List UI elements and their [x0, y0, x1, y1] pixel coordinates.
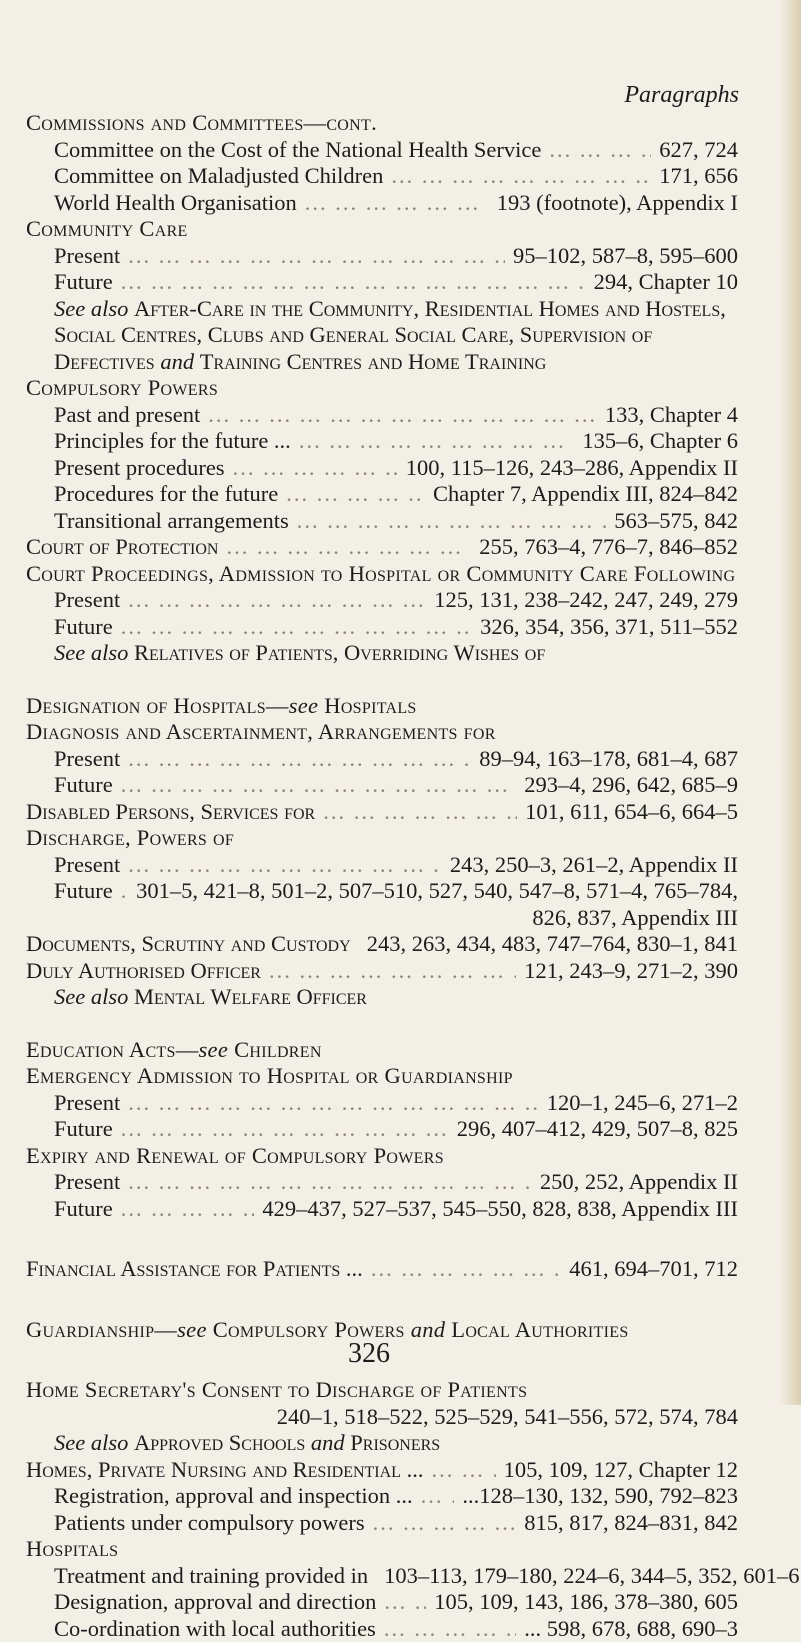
entry-references: 121, 243–9, 271–2, 390 — [524, 958, 738, 985]
main-entry — [26, 799, 738, 826]
sub-entry — [26, 269, 738, 296]
heading-text: Court Proceedings, Admission to Hospital or Community Care Following — [26, 561, 735, 586]
entry-label: Present procedures — [54, 455, 225, 482]
entry-references: ... 598, 678, 688, 690–3 — [524, 1616, 738, 1642]
dot-leader — [371, 1256, 561, 1283]
page-edge — [779, 0, 801, 1405]
entry-references: 563–575, 842 — [614, 508, 738, 535]
see-also-reference — [26, 296, 738, 376]
heading-target: Children — [234, 1037, 322, 1062]
index-heading — [26, 825, 738, 852]
entry-references: 301–5, 421–8, 501–2, 507–510, 527, 540, 547–8, 571–4, 765–784, — [136, 878, 738, 905]
sub-entry — [26, 1169, 738, 1196]
entry-label: Treatment and training provided in — [54, 1563, 368, 1590]
dot-leader — [128, 243, 505, 270]
entry-references: 243, 250–3, 261–2, Appendix II — [450, 852, 738, 879]
sub-entry — [26, 587, 738, 614]
entry-references: 89–94, 163–178, 681–4, 687 — [479, 746, 738, 773]
heading-text: Discharge, Powers of — [26, 825, 234, 850]
index-heading — [26, 1143, 738, 1170]
entry-label: Co-ordination with local authorities — [54, 1616, 376, 1642]
and-word: and — [311, 1430, 345, 1455]
entry-label: Past and present — [54, 402, 200, 429]
heading-text: Emergency Admission to Hospital or Guardianship — [26, 1063, 513, 1088]
index-heading — [26, 1037, 738, 1064]
sub-entry — [26, 508, 738, 535]
see-word: see — [177, 1317, 207, 1342]
sub-entry — [26, 1116, 738, 1143]
index-content — [26, 110, 738, 1642]
heading-text: Commissions and Committees—cont. — [26, 110, 377, 135]
entry-references: 101, 611, 654–6, 664–5 — [525, 799, 738, 826]
entry-references: 255, 763–4, 776–7, 846–852 — [479, 534, 738, 561]
dot-leader — [384, 1616, 516, 1642]
dot-leader — [421, 1483, 455, 1510]
see-also-text: Prisoners — [350, 1430, 440, 1455]
see-also-text: Relatives of Patients, Overriding Wishes of — [134, 640, 545, 665]
sub-entry — [26, 1090, 738, 1117]
entry-references: 125, 131, 238–242, 247, 249, 279 — [434, 587, 738, 614]
heading-text: Designation of Hospitals— — [26, 693, 289, 718]
entry-label: Patients under compulsory powers — [54, 1510, 365, 1537]
entry-label: Principles for the future ... — [54, 428, 291, 455]
entry-references: 120–1, 245–6, 271–2 — [547, 1090, 738, 1117]
spacer — [26, 1011, 738, 1037]
entry-label: Future — [54, 614, 113, 641]
see-also-label: See also — [54, 1430, 128, 1455]
entry-references: 95–102, 587–8, 595–600 — [513, 243, 738, 270]
dot-leader — [373, 1510, 517, 1537]
sub-entry — [26, 243, 738, 270]
sub-entry — [26, 1510, 738, 1537]
see-also-label: See also — [54, 640, 128, 665]
dot-leader — [384, 1589, 426, 1616]
entry-references: 250, 252, Appendix II — [540, 1169, 738, 1196]
dot-leader — [128, 852, 442, 879]
see-also-reference — [26, 984, 738, 1011]
sub-entry — [26, 163, 738, 190]
see-word: see — [199, 1037, 229, 1062]
main-entry — [26, 931, 738, 958]
index-heading — [26, 1063, 738, 1090]
entry-label: Present — [54, 1090, 120, 1117]
entry-label: Procedures for the future — [54, 481, 278, 508]
heading-text: Diagnosis and Ascertainment, Arrangements for — [26, 719, 496, 744]
entry-label: Committee on the Cost of the National Health Service — [54, 137, 541, 164]
entry-label: Registration, approval and inspection ... — [54, 1483, 413, 1510]
sub-entry — [26, 402, 738, 429]
sub-entry — [26, 428, 738, 455]
dot-leader — [431, 1457, 495, 1484]
sub-entry — [26, 878, 738, 905]
see-also-text: After-Care in the Community, Residential Homes and Hostels, Social Centres, Clubs and General Social Care, Supervision of Defectives — [54, 296, 726, 374]
entry-references: 815, 817, 824–831, 842 — [524, 1510, 738, 1537]
spacer — [26, 1283, 738, 1317]
entry-references: ...128–130, 132, 590, 792–823 — [462, 1483, 738, 1510]
index-heading — [26, 375, 738, 402]
entry-label: Future — [54, 269, 113, 296]
see-also-reference — [26, 640, 738, 667]
sub-entry — [26, 852, 738, 879]
index-heading — [26, 1377, 738, 1404]
entry-references: 103–113, 179–180, 224–6, 344–5, 352, 601–6 — [384, 1563, 799, 1590]
heading-target: Compulsory Powers — [213, 1317, 405, 1342]
dot-leader — [299, 428, 575, 455]
sub-entry — [26, 1589, 738, 1616]
sub-entry — [26, 1196, 738, 1223]
heading-target: Local Authorities — [451, 1317, 628, 1342]
dot-leader — [128, 746, 471, 773]
see-also-text: Training Centres and Home Training — [200, 349, 547, 374]
entry-label: Future — [54, 772, 113, 799]
dot-leader — [128, 1090, 539, 1117]
sub-entry — [26, 1563, 738, 1590]
references-line: 240–1, 518–522, 525–529, 541–556, 572, 574, 784 — [26, 1404, 738, 1431]
index-heading — [26, 561, 738, 588]
dot-leader — [286, 481, 425, 508]
entry-label: Homes, Private Nursing and Residential ... — [26, 1457, 423, 1484]
dot-leader — [305, 190, 489, 217]
entry-label: World Health Organisation — [54, 190, 297, 217]
entry-references: 105, 109, 143, 186, 378–380, 605 — [434, 1589, 738, 1616]
dot-leader — [233, 455, 398, 482]
sub-entry — [26, 614, 738, 641]
main-entry — [26, 534, 738, 561]
entry-label: Designation, approval and direction — [54, 1589, 376, 1616]
entry-references: 100, 115–126, 243–286, Appendix II — [406, 455, 738, 482]
heading-target: Hospitals — [324, 693, 416, 718]
dot-leader — [226, 534, 471, 561]
dot-leader — [121, 1196, 255, 1223]
spacer — [26, 1222, 738, 1256]
entry-references: 296, 407–412, 429, 507–8, 825 — [457, 1116, 738, 1143]
entry-references: 461, 694–701, 712 — [569, 1256, 738, 1283]
dot-leader — [208, 402, 597, 429]
entry-references: 294, Chapter 10 — [594, 269, 738, 296]
entry-label: Future — [54, 1196, 113, 1223]
entry-label: Committee on Maladjusted Children — [54, 163, 383, 190]
see-also-text: Mental Welfare Officer — [134, 984, 367, 1009]
heading-text: Education Acts— — [26, 1037, 199, 1062]
index-heading — [26, 1536, 738, 1563]
dot-leader — [121, 772, 517, 799]
sub-entry — [26, 1616, 738, 1642]
sub-entry — [26, 772, 738, 799]
and-word: and — [411, 1317, 446, 1342]
entry-references: 326, 354, 356, 371, 511–552 — [480, 614, 738, 641]
entry-references: Chapter 7, Appendix III, 824–842 — [433, 481, 738, 508]
see-also-text: Approved Schools — [134, 1430, 305, 1455]
main-entry — [26, 1457, 738, 1484]
main-entry — [26, 1256, 738, 1283]
entry-label: Present — [54, 746, 120, 773]
entry-label: Future — [54, 1116, 113, 1143]
page-number: 326 — [348, 1338, 390, 1370]
see-also-label: See also — [54, 984, 128, 1009]
index-heading — [26, 719, 738, 746]
see-also-reference — [26, 1430, 738, 1457]
entry-references: 627, 724 — [659, 137, 738, 164]
dot-leader — [128, 1169, 532, 1196]
dot-leader — [128, 587, 426, 614]
entry-label: Court of Protection — [26, 534, 218, 561]
references-continued: 826, 837, Appendix III — [26, 905, 738, 932]
entry-label: Financial Assistance for Patients ... — [26, 1256, 363, 1283]
heading-text: Expiry and Renewal of Compulsory Powers — [26, 1143, 444, 1168]
sub-entry — [26, 1483, 738, 1510]
sub-entry — [26, 455, 738, 482]
entry-references: 133, Chapter 4 — [605, 402, 738, 429]
entry-label: Disabled Persons, Services for — [26, 799, 315, 826]
entry-label: Present — [54, 587, 120, 614]
heading-text: Guardianship— — [26, 1317, 177, 1342]
dot-leader — [549, 137, 651, 164]
index-heading — [26, 693, 738, 720]
entry-label: Transitional arrangements — [54, 508, 289, 535]
dot-leader — [391, 163, 651, 190]
dot-leader — [121, 878, 128, 905]
spacer — [26, 667, 738, 693]
entry-references: 293–4, 296, 642, 685–9 — [524, 772, 738, 799]
entry-references: 105, 109, 127, Chapter 12 — [504, 1457, 738, 1484]
entry-references: 171, 656 — [659, 163, 738, 190]
sub-entry — [26, 190, 738, 217]
entry-label: Present — [54, 1169, 120, 1196]
index-heading — [26, 216, 738, 243]
main-entry — [26, 958, 738, 985]
see-word: see — [289, 693, 319, 718]
dot-leader — [121, 1116, 449, 1143]
column-heading: Paragraphs — [624, 82, 739, 109]
dot-leader — [121, 269, 586, 296]
entry-label: Present — [54, 852, 120, 879]
dot-leader — [121, 614, 472, 641]
entry-label: Present — [54, 243, 120, 270]
index-heading — [26, 110, 738, 137]
dot-leader — [269, 958, 516, 985]
heading-text: Hospitals — [26, 1536, 118, 1561]
entry-references: 243, 263, 434, 483, 747–764, 830–1, 841 — [367, 931, 738, 958]
entry-label: Duly Authorised Officer — [26, 958, 261, 985]
entry-references: 193 (footnote), Appendix I — [497, 190, 738, 217]
and-word: and — [160, 349, 194, 374]
heading-text: Community Care — [26, 216, 188, 241]
sub-entry — [26, 481, 738, 508]
dot-leader — [297, 508, 607, 535]
entry-references: 135–6, Chapter 6 — [582, 428, 738, 455]
heading-text: Home Secretary's Consent to Discharge of Patients — [26, 1377, 527, 1402]
entry-label: Future — [54, 878, 113, 905]
entry-references: 429–437, 527–537, 545–550, 828, 838, Appendix III — [262, 1196, 738, 1223]
entry-label: Documents, Scrutiny and Custody — [26, 931, 351, 958]
sub-entry — [26, 137, 738, 164]
heading-text: Compulsory Powers — [26, 375, 218, 400]
see-also-label: See also — [54, 296, 128, 321]
dot-leader — [323, 799, 517, 826]
sub-entry — [26, 746, 738, 773]
